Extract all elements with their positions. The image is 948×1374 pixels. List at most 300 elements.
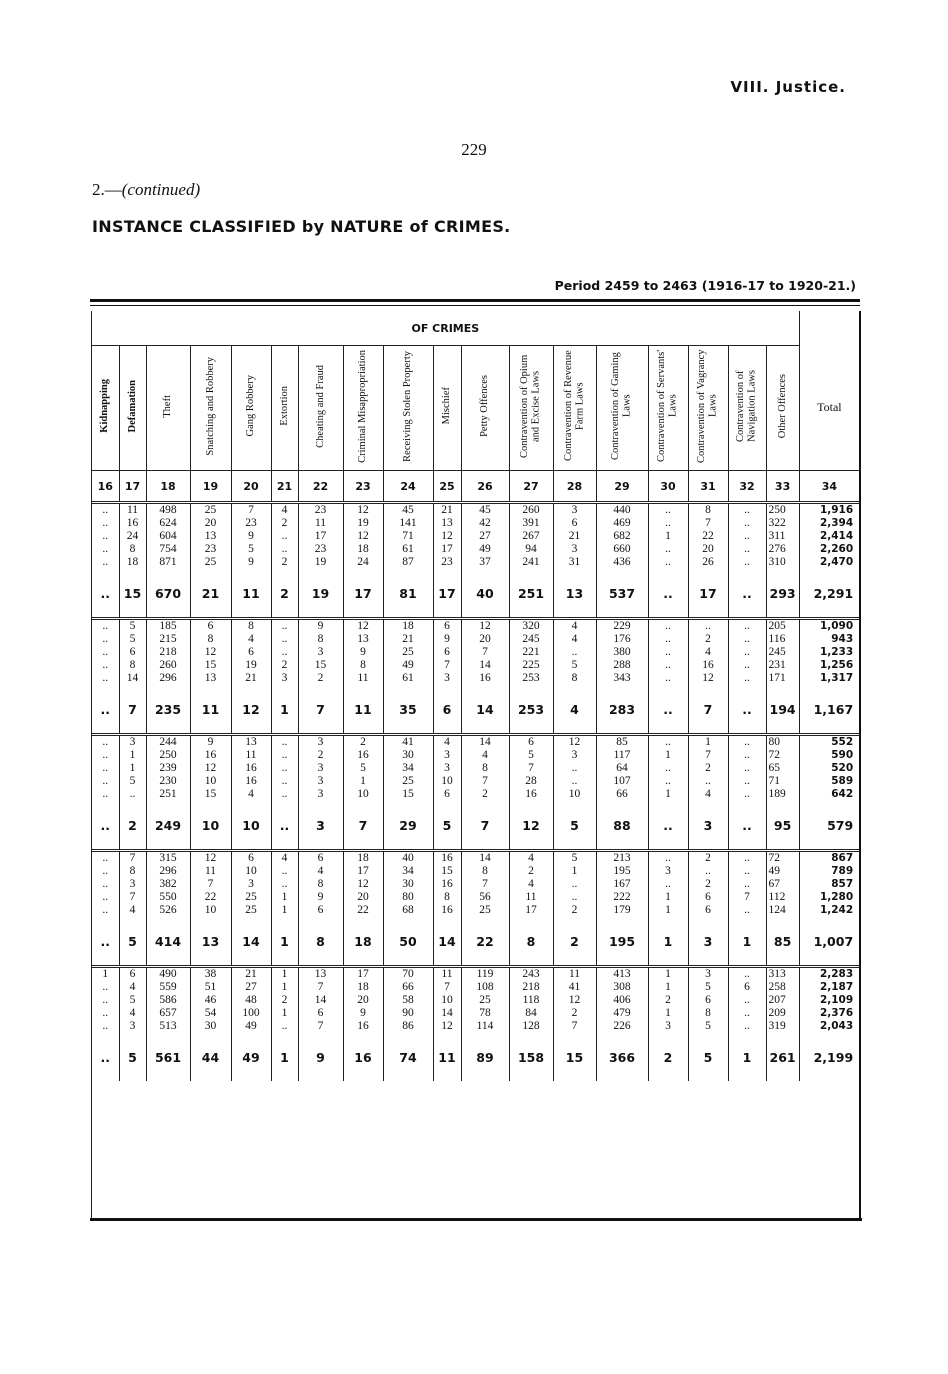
table-cell: 253 [509, 672, 553, 685]
table-cell: 231 [766, 659, 799, 672]
table-cell: 3 [648, 865, 688, 878]
table-cell: 308 [596, 981, 648, 994]
table-cell: 21 [231, 967, 271, 982]
column-header-label: Petty Offences [479, 375, 491, 437]
table-cell: 118 [509, 994, 553, 1007]
table-cell: 8 [119, 659, 146, 672]
table-cell: 64 [596, 762, 648, 775]
table-cell: 2 [688, 633, 728, 646]
table-cell: 3 [119, 1020, 146, 1033]
table-cell: 343 [596, 672, 648, 685]
table-cell: 13 [190, 672, 231, 685]
table-cell: .. [648, 517, 688, 530]
table-cell: 16 [190, 749, 231, 762]
average-cell: 561 [146, 1033, 190, 1081]
table-cell: 1,317 [819, 672, 854, 684]
average-cell: 17 [433, 569, 461, 619]
table-cell: 586 [146, 994, 190, 1007]
average-cell: 18 [343, 917, 383, 967]
year-row [92, 851, 859, 866]
table-cell: 12 [190, 762, 231, 775]
table-cell: 13 [433, 517, 461, 530]
table-cell: 5 [119, 775, 146, 788]
table-cell: 189 [766, 788, 799, 801]
average-cell: 11 [433, 1033, 461, 1081]
average-cell: 283 [596, 685, 648, 735]
table-cell: 3 [231, 878, 271, 891]
table-cell: 12 [553, 735, 596, 750]
table-cell: 8 [119, 865, 146, 878]
table-cell: 7 [688, 517, 728, 530]
table-cell: 51 [190, 981, 231, 994]
table-cell: 114 [461, 1020, 509, 1033]
table-cell: 229 [596, 619, 648, 634]
average-cell: 3 [298, 801, 343, 851]
table-cell: 16 [119, 517, 146, 530]
group-header: OF CRIMES [92, 311, 799, 346]
table-cell: 1 [119, 749, 146, 762]
table-cell: 58 [383, 994, 433, 1007]
table-cell: 239 [146, 762, 190, 775]
table-cell: .. [648, 878, 688, 891]
column-header-label: Other Offences [776, 373, 788, 439]
average-cell: 5 [688, 1033, 728, 1081]
table-cell: 4 [231, 788, 271, 801]
table-cell: 5 [509, 749, 553, 762]
average-cell: .. [648, 801, 688, 851]
table-cell: 49 [383, 659, 433, 672]
table-cell: .. [92, 994, 119, 1007]
table-cell: 490 [146, 967, 190, 982]
table-cell: 49 [766, 865, 799, 878]
table-cell: 71 [766, 775, 799, 788]
table-cell: 245 [509, 633, 553, 646]
table-cell: 11 [298, 517, 343, 530]
table-cell: 1 [553, 865, 596, 878]
table-cell: 23 [433, 556, 461, 569]
table-cell: 313 [766, 967, 799, 982]
table-cell: .. [728, 1020, 766, 1033]
column-number: 22 [298, 471, 343, 503]
table-cell: 4 [298, 865, 343, 878]
column-header-label: Extortion [278, 386, 290, 426]
table-cell: .. [648, 672, 688, 685]
table-cell: 12 [553, 994, 596, 1007]
table-cell: 4 [119, 981, 146, 994]
table-cell: .. [92, 633, 119, 646]
column-header-label: Kidnapping [99, 379, 111, 433]
table-cell: 14 [298, 994, 343, 1007]
average-row [92, 1033, 859, 1081]
table-cell: 320 [509, 619, 553, 634]
table-cell: 9 [231, 556, 271, 569]
table-cell: 251 [146, 788, 190, 801]
average-cell: 2 [271, 569, 298, 619]
table-cell: 319 [766, 1020, 799, 1033]
table-cell: 1 [648, 904, 688, 917]
year-row [92, 517, 859, 530]
table-cell: .. [119, 788, 146, 801]
table-cell: 222 [596, 891, 648, 904]
year-row [92, 556, 859, 569]
table-cell: .. [553, 762, 596, 775]
table-cell: 37 [461, 556, 509, 569]
table-cell: 267 [509, 530, 553, 543]
table-cell: 2 [298, 672, 343, 685]
table-cell: 6 [433, 788, 461, 801]
average-cell: 15 [553, 1033, 596, 1081]
table-cell: .. [728, 865, 766, 878]
table-cell: .. [728, 517, 766, 530]
average-cell: 21 [190, 569, 231, 619]
average-cell: 8 [509, 917, 553, 967]
table-cell: 4 [688, 788, 728, 801]
table-cell: 25 [461, 904, 509, 917]
table-cell: 440 [596, 503, 648, 518]
table-cell: 2 [298, 749, 343, 762]
table-cell: .. [688, 619, 728, 634]
table-cell: 16 [433, 878, 461, 891]
table-cell: 2,043 [819, 1020, 854, 1032]
table-cell: 230 [146, 775, 190, 788]
table-cell: .. [648, 735, 688, 750]
average-cell: 579 [799, 801, 859, 851]
section-header: VIII. Justice. [730, 78, 846, 96]
column-number: 26 [461, 471, 509, 503]
table-cell: 107 [596, 775, 648, 788]
table-cell: .. [92, 672, 119, 685]
column-header-30 [648, 346, 688, 471]
average-cell: 2 [119, 801, 146, 851]
table-cell: .. [92, 1007, 119, 1020]
table-cell: 6 [433, 619, 461, 634]
average-cell: 11 [231, 569, 271, 619]
table-cell: 7 [461, 775, 509, 788]
average-cell: 11 [190, 685, 231, 735]
table-cell: 5 [553, 659, 596, 672]
table-cell: 6 [298, 904, 343, 917]
table-cell: 1 [271, 891, 298, 904]
table-cell: 243 [509, 967, 553, 982]
table-cell: 3 [298, 775, 343, 788]
table-cell: 9 [231, 530, 271, 543]
column-header-total-label: Total [817, 400, 842, 415]
table-cell: .. [92, 646, 119, 659]
average-cell: 7 [298, 685, 343, 735]
table-cell: 100 [231, 1007, 271, 1020]
column-header-21 [271, 346, 298, 471]
column-number: 16 [92, 471, 119, 503]
table-cell: 2 [509, 865, 553, 878]
table-cell: 16 [231, 762, 271, 775]
average-cell: 5 [119, 917, 146, 967]
table-cell: 66 [596, 788, 648, 801]
average-cell: 8 [298, 917, 343, 967]
table-cell: 7 [119, 891, 146, 904]
average-cell: .. [648, 685, 688, 735]
average-cell: 85 [766, 917, 799, 967]
table-cell: 10 [343, 788, 383, 801]
column-header-34 [799, 346, 859, 471]
table-cell: .. [92, 878, 119, 891]
table-cell: 1 [119, 762, 146, 775]
page-number: 229 [461, 140, 487, 159]
average-cell: 1,167 [799, 685, 859, 735]
table-cell: 117 [596, 749, 648, 762]
table-cell: 218 [146, 646, 190, 659]
table-cell: 41 [553, 981, 596, 994]
average-cell: .. [271, 801, 298, 851]
table-cell: 119 [461, 967, 509, 982]
table-cell: 124 [766, 904, 799, 917]
average-cell: 2 [553, 917, 596, 967]
year-row [92, 865, 859, 878]
table-cell: 11 [509, 891, 553, 904]
table-cell: 24 [343, 556, 383, 569]
table-cell: 2,283 [819, 968, 854, 980]
table-cell: 382 [146, 878, 190, 891]
table-cell: 9 [298, 619, 343, 634]
table-cell: 7 [433, 659, 461, 672]
table-cell: 258 [766, 981, 799, 994]
average-cell: 1 [271, 917, 298, 967]
table-cell: 16 [461, 672, 509, 685]
table-cell: 25 [231, 904, 271, 917]
average-cell: 14 [231, 917, 271, 967]
average-cell: 537 [596, 569, 648, 619]
table-cell: 7 [461, 646, 509, 659]
year-row [92, 543, 859, 556]
table-cell: .. [92, 659, 119, 672]
table-cell: 5 [688, 1020, 728, 1033]
table-cell: 8 [298, 633, 343, 646]
average-cell: .. [92, 917, 119, 967]
table-cell: 7 [298, 981, 343, 994]
table-cell: 520 [831, 762, 854, 774]
table-cell: 15 [433, 865, 461, 878]
table-cell: 13 [231, 735, 271, 750]
table-cell: .. [648, 762, 688, 775]
table-cell: 2 [271, 994, 298, 1007]
table-cell: .. [92, 749, 119, 762]
table-cell: 288 [596, 659, 648, 672]
table-cell: 41 [383, 735, 433, 750]
table-cell: 12 [343, 530, 383, 543]
table-cell: 7 [728, 891, 766, 904]
table-cell: 1,090 [819, 620, 854, 632]
average-cell: 7 [119, 685, 146, 735]
table-cell: 391 [509, 517, 553, 530]
average-cell: 50 [383, 917, 433, 967]
table-cell: 3 [553, 543, 596, 556]
year-row [92, 904, 859, 917]
table-cell: 8 [190, 633, 231, 646]
table-cell: 7 [231, 503, 271, 518]
table-cell: 8 [343, 659, 383, 672]
table-cell: 21 [553, 530, 596, 543]
column-number: 25 [433, 471, 461, 503]
table-cell: 23 [298, 543, 343, 556]
table-cell: 15 [298, 659, 343, 672]
table-cell: .. [728, 851, 766, 866]
average-cell: 44 [190, 1033, 231, 1081]
table-cell: .. [728, 633, 766, 646]
subtitle-continued: (continued) [121, 180, 201, 199]
table-cell: 3 [433, 672, 461, 685]
average-cell: 17 [688, 569, 728, 619]
year-row [92, 762, 859, 775]
table-cell: 4 [271, 851, 298, 866]
table-cell: 657 [146, 1007, 190, 1020]
table-cell: 12 [688, 672, 728, 685]
year-row [92, 672, 859, 685]
table-cell: .. [92, 865, 119, 878]
table-cell: 1 [343, 775, 383, 788]
table-cell: 11 [343, 672, 383, 685]
table-cell: 10 [553, 788, 596, 801]
table-cell: .. [728, 994, 766, 1007]
table-cell: 28 [509, 775, 553, 788]
year-row [92, 659, 859, 672]
table-cell: 2 [343, 735, 383, 750]
table-cell: 1 [271, 904, 298, 917]
table-cell: 436 [596, 556, 648, 569]
table-cell: 552 [831, 736, 854, 748]
average-cell: 19 [298, 569, 343, 619]
table-cell: 10 [190, 904, 231, 917]
average-cell: 40 [461, 569, 509, 619]
table-cell: 260 [146, 659, 190, 672]
table-cell: .. [271, 878, 298, 891]
table-cell: .. [271, 775, 298, 788]
table-cell: 3 [298, 788, 343, 801]
column-header-label: Contravention of Servants' Laws [656, 349, 679, 463]
table-cell: 867 [831, 852, 854, 864]
table-cell: 9 [343, 646, 383, 659]
table-cell: 71 [383, 530, 433, 543]
table-cell: 3 [298, 646, 343, 659]
table-cell: 241 [509, 556, 553, 569]
top-rule-thick [90, 299, 860, 302]
table-cell: 4 [119, 1007, 146, 1020]
average-cell: 10 [190, 801, 231, 851]
column-header-label: Criminal Misappropriation [357, 349, 369, 463]
average-cell: 4 [553, 685, 596, 735]
table-cell: .. [648, 543, 688, 556]
table-cell: 1 [648, 967, 688, 982]
table-cell: .. [728, 543, 766, 556]
table-cell: 7 [190, 878, 231, 891]
average-row [92, 801, 859, 851]
average-cell: 13 [553, 569, 596, 619]
table-cell: 116 [766, 633, 799, 646]
column-header-29 [596, 346, 648, 471]
average-row [92, 569, 859, 619]
table-cell: 2 [271, 517, 298, 530]
table-cell: 943 [831, 633, 854, 645]
average-cell: .. [728, 801, 766, 851]
table-cell: 469 [596, 517, 648, 530]
column-number: 23 [343, 471, 383, 503]
table-cell: 244 [146, 735, 190, 750]
table-cell: 14 [461, 851, 509, 866]
column-number: 21 [271, 471, 298, 503]
table-cell: 7 [119, 851, 146, 866]
table-cell: .. [271, 1020, 298, 1033]
table-cell: 16 [343, 749, 383, 762]
table-cell: 754 [146, 543, 190, 556]
table-cell: 15 [383, 788, 433, 801]
table-cell: 16 [231, 775, 271, 788]
column-number: 27 [509, 471, 553, 503]
table-cell: .. [92, 851, 119, 866]
table-cell: .. [688, 775, 728, 788]
table-cell: .. [688, 865, 728, 878]
table-cell: 1 [92, 967, 119, 982]
table-cell: 2 [553, 1007, 596, 1020]
table-cell: 25 [383, 775, 433, 788]
table-cell: .. [728, 672, 766, 685]
table-cell: 1,256 [819, 659, 854, 671]
average-cell: 14 [461, 685, 509, 735]
table-cell: 660 [596, 543, 648, 556]
table-cell: 16 [343, 1020, 383, 1033]
average-cell: 194 [766, 685, 799, 735]
group-header-total-corner [799, 311, 859, 346]
table-cell: 185 [146, 619, 190, 634]
average-cell: 16 [343, 1033, 383, 1081]
year-row [92, 788, 859, 801]
average-cell: 88 [596, 801, 648, 851]
table-cell: .. [728, 762, 766, 775]
table-cell: 18 [343, 981, 383, 994]
average-cell: 2,291 [799, 569, 859, 619]
table-cell: .. [271, 735, 298, 750]
table-cell: .. [553, 891, 596, 904]
year-row [92, 967, 859, 982]
table-cell: 45 [461, 503, 509, 518]
table-cell: 12 [343, 619, 383, 634]
table-cell: 16 [433, 851, 461, 866]
table-cell: 54 [190, 1007, 231, 1020]
table-cell: 27 [231, 981, 271, 994]
average-cell: 235 [146, 685, 190, 735]
table-cell: 4 [553, 619, 596, 634]
column-header-17 [119, 346, 146, 471]
table-cell: 20 [688, 543, 728, 556]
table-cell: 1 [648, 749, 688, 762]
table-cell: 3 [298, 735, 343, 750]
average-cell: 261 [766, 1033, 799, 1081]
table-cell: 209 [766, 1007, 799, 1020]
table-cell: 17 [343, 967, 383, 982]
table-cell: 12 [190, 851, 231, 866]
year-row [92, 503, 859, 518]
average-cell: 366 [596, 1033, 648, 1081]
subtitle-prefix: 2.— [92, 180, 122, 199]
table-cell: 10 [433, 994, 461, 1007]
table-cell: 4 [231, 633, 271, 646]
table-cell: 12 [343, 503, 383, 518]
table-cell: 2 [461, 788, 509, 801]
average-cell: 10 [231, 801, 271, 851]
table-cell: 8 [461, 762, 509, 775]
column-number: 28 [553, 471, 596, 503]
table-cell: 406 [596, 994, 648, 1007]
table-cell: 21 [231, 672, 271, 685]
table-cell: 682 [596, 530, 648, 543]
table-cell: 789 [831, 865, 854, 877]
